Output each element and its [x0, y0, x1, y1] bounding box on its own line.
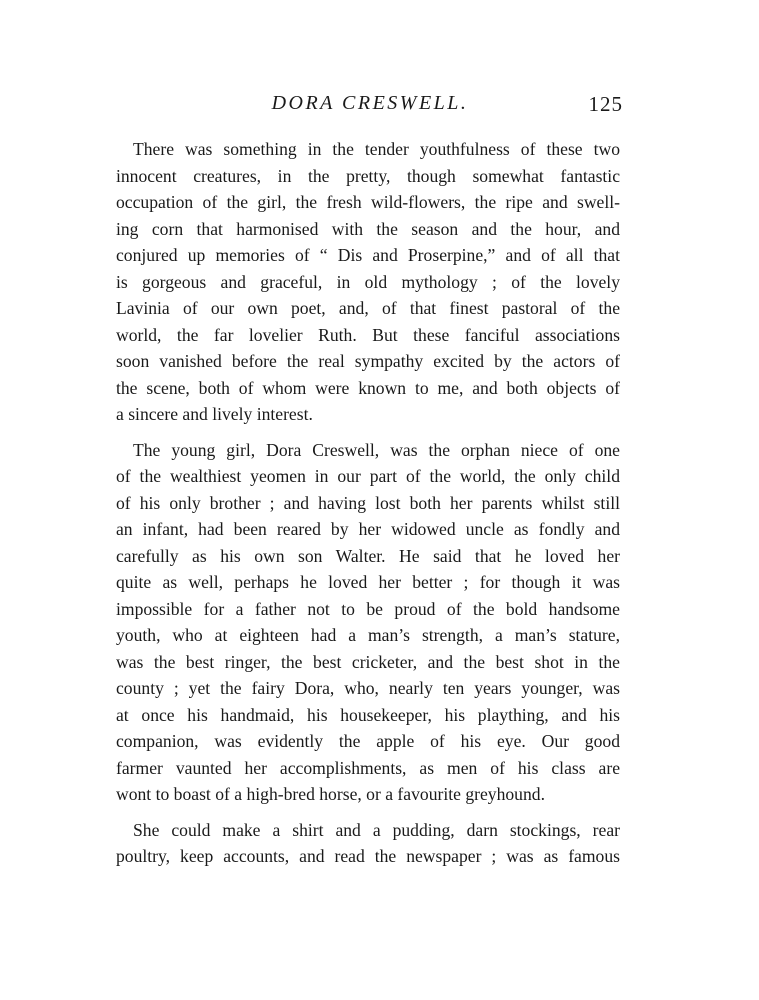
- text-line: conjured up memories of “ Dis and Proserpine,” and of all that: [116, 245, 620, 265]
- text-line: an infant, had been reared by her widowed uncle as fondly and: [116, 519, 620, 539]
- text-line: She could make a shirt and a pudding, darn stockings, rear: [133, 819, 620, 840]
- text-line: youth, who at eighteen had a man’s strength, a man’s stature,: [116, 625, 620, 645]
- text-line: carefully as his own son Walter. He said that he loved her: [116, 545, 620, 566]
- paragraph-3: [116, 817, 620, 870]
- text-line: county ; yet the fairy Dora, who, nearly ten years younger, was: [116, 678, 620, 698]
- text-line: Lavinia of our own poet, and, of that finest pastoral of the: [116, 298, 620, 318]
- text-line: The young girl, Dora Creswell, was the orphan niece of one: [133, 439, 620, 460]
- text-line: is gorgeous and graceful, in old mythology ; of the lovely: [116, 271, 620, 292]
- text-line: was the best ringer, the best cricketer, and the best shot in the: [116, 651, 620, 672]
- text-line: quite as well, perhaps he loved her better ; for though it was: [116, 572, 620, 592]
- body-text: [116, 136, 620, 879]
- text-line: There was something in the tender youthfulness of these two: [133, 139, 620, 159]
- text-line: impossible for a father not to be proud of the bold handsome: [116, 598, 620, 619]
- text-line: poultry, keep accounts, and read the newspaper ; was as famous: [116, 846, 620, 866]
- text-line: world, the far lovelier Ruth. But these fanciful associations: [116, 324, 620, 345]
- text-line: companion, was evidently the apple of his eye. Our good: [116, 731, 620, 751]
- text-line: farmer vaunted her accomplishments, as men of his class are: [116, 757, 620, 778]
- text-line: occupation of the girl, the fresh wild-flowers, the ripe and swell-: [116, 192, 620, 212]
- text-line: innocent creatures, in the pretty, though somewhat fantastic: [116, 165, 620, 186]
- paragraph-1: [116, 136, 620, 428]
- running-head: [115, 92, 625, 122]
- text-line: of his only brother ; and having lost both her parents whilst still: [116, 492, 620, 513]
- text-line: a sincere and lively interest.: [116, 404, 313, 424]
- text-line: soon vanished before the real sympathy excited by the actors of: [116, 351, 620, 371]
- paragraph-2: [116, 437, 620, 808]
- text-line: wont to boast of a high-bred horse, or a favourite greyhound.: [116, 784, 545, 804]
- text-line: ing corn that harmonised with the season and the hour, and: [116, 218, 620, 239]
- text-line: of the wealthiest yeomen in our part of the world, the only child: [116, 466, 620, 486]
- text-line: the scene, both of whom were known to me, and both objects of: [116, 377, 620, 398]
- page-number: 125: [588, 92, 623, 116]
- chapter-title: DORA CRESWELL.: [271, 92, 469, 114]
- text-line: at once his handmaid, his housekeeper, his plaything, and his: [116, 704, 620, 725]
